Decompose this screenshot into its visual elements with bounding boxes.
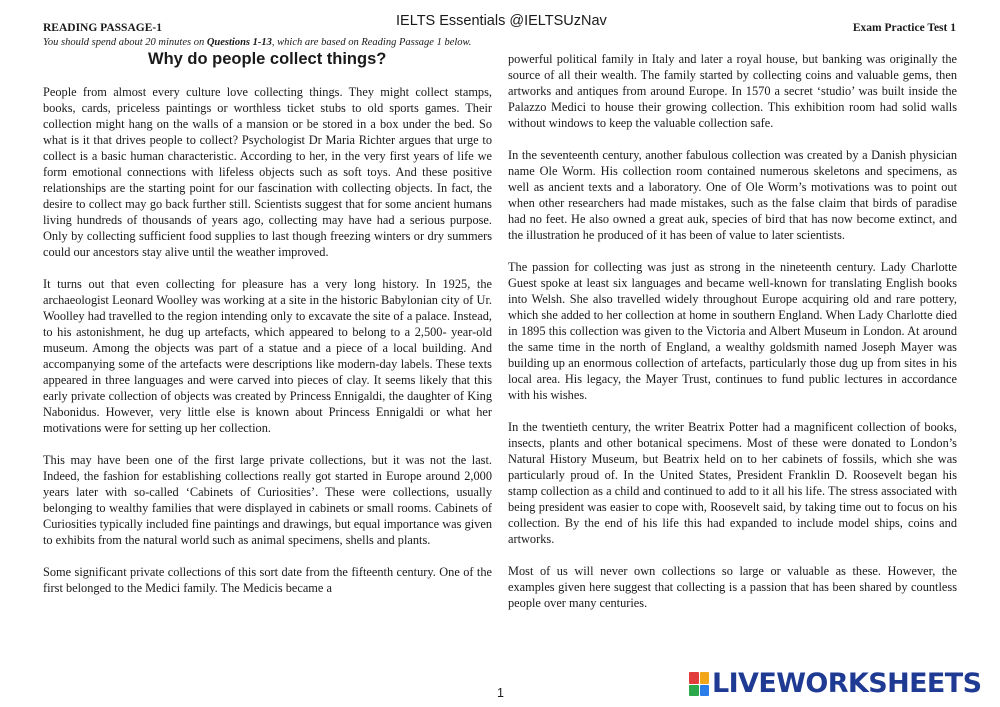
paragraph: Some significant private collections of this sort date from the fifteenth century. One of the first belonged to the Medici family. The Medicis became a (43, 565, 492, 595)
liveworksheets-logo[interactable] (689, 670, 981, 698)
instruction-questions: Questions 1-13 (206, 37, 272, 48)
paragraph: This may have been one of the first large private collections, but it was not the last. Indeed, the fashion for establishing collections really got started in Europe around 2,000 years later with so-called ‘Cabinets of Curiosities’. These were collections, usually belonging to wealthy families that were displayed in cabinets or small rooms. Cabinets of Curiosities typically included fine paintings and drawings, but equal importance was given to exhibits from the natural world such as animal specimens, shells and plants. (43, 453, 492, 547)
instruction-text-after: , which are based on Reading Passage 1 below. (271, 37, 472, 48)
header-title: IELTS Essentials @IELTSUzNav (396, 13, 607, 29)
right-column (508, 51, 957, 627)
section-label: READING PASSAGE-1 (43, 22, 162, 34)
paragraph: It turns out that even collecting for pleasure has a very long history. In 1925, the archaeologist Leonard Woolley was working at a site in the historic Babylonian city of Ur. Woolley had travelled to the region intending only to excavate the site of a palace. Instead, to his astonishment, he dug up artefacts, which appeared to belong to a 2,500- year-old museum. Among the objects was part of a statue and a piece of a local building. And accompanying some of the artefacts were descriptions like modern-day labels. These texts appeared in three languages and were carved into pieces of clay. It seems likely that this early private collection of objects was created by Princess Ennigaldi, the daughter of King Nabonidus. However, very little else is known about Princess Ennigaldi or what her motivations were for setting up her collection. (43, 277, 492, 435)
instruction-text-before: You should spend about 20 minutes on (43, 37, 207, 48)
paragraph: People from almost every culture love collecting things. They might collect stamps, books, cards, priceless paintings or worthless ticket stubs to old sports games. Their collection might hang on the walls of a mansion or be stored in a box under the bed. So what is it that drives people to collect? Psychologist Dr Maria Richter argues that urge to collect is a basic human characteristic. According to her, in the very first years of life we form emotional connections with lifeless objects such as soft toys. And these positive relationships are the starting point for our fascination with collecting objects. In fact, the desire to collect may go back further still. Scientists suggest that for some ancient humans living hundreds of thousands of years ago, collecting may have had a serious purpose. Only by collecting sufficient food supplies to last though freezing winters or dry summers could our ancestors stay alive until the weather improved. (43, 85, 492, 259)
left-column (43, 84, 492, 612)
logo-square-3 (689, 685, 699, 697)
paragraph: In the seventeenth century, another fabulous collection was created by a Danish physician name Ole Worm. His collection room contained numerous skeletons and specimens, as well as ancient texts and a laboratory. One of Ole Worm’s motivations was to point out when other researchers had made mistakes, such as the false claim that birds of paradise had no feet. He also owned a great auk, species of bird that has now become extinct, and the illustration he produced of it has been of value to later scientists. (508, 148, 957, 242)
paragraph: Most of us will never own collections so large or valuable as these. However, the examples given here suggest that collecting is a passion that has been shared by countless people over many centuries. (508, 564, 957, 610)
instruction (43, 37, 471, 48)
logo-square-4 (700, 685, 710, 697)
logo-square-2 (700, 672, 710, 684)
page-number: 1 (497, 686, 504, 700)
logo-text: LIVEWORKSHEETS (712, 668, 982, 699)
paragraph: The passion for collecting was just as strong in the nineteenth century. Lady Charlotte Guest spoke at least six languages and became well-known for translating English books into Welsh. She also travelled widely throughout Europe acquiring old and rare pottery, which she added to her collection at home in southern England. When Lady Charlotte died in 1895 this collection was given to the Victoria and Albert Museum in London. At around the same time in the north of England, a wealthy goldsmith named Joseph Mayer was building up an enormous collection of artefacts, particularly those dug up from sites in his local area. His legacy, the Mayer Trust, continues to fund public lectures in accordance with his wishes. (508, 260, 957, 402)
liveworksheets-logo-icon (689, 672, 709, 696)
paragraph: In the twentieth century, the writer Beatrix Potter had a magnificent collection of books, insects, plants and other botanical specimens. Most of these were donated to London’s Natural History Museum, but Beatrix held on to her cabinets of fossils, which she was particularly proud of. In the United States, President Franklin D. Roosevelt began his stamp collection as a child and continued to add to it all his life. The stress associated with being president was easier to cope with, Roosevelt said, by taking time out to focus on his collection. By the end of his life this had expanded to include model ships, coins and artworks. (508, 420, 957, 546)
logo-square-1 (689, 672, 699, 684)
test-label: Exam Practice Test 1 (852, 22, 956, 34)
paragraph: powerful political family in Italy and later a royal house, but banking was originally the source of all their wealth. The family started by collecting coins and valuable gems, then artworks and antiques from around Europe. In 1570 a secret ‘studio’ was built inside the Palazzo Medici to house their growing collection. This exhibition room had solid walls without windows to keep the valuable collection safe. (508, 52, 957, 130)
passage-title: Why do people collect things? (148, 50, 387, 68)
